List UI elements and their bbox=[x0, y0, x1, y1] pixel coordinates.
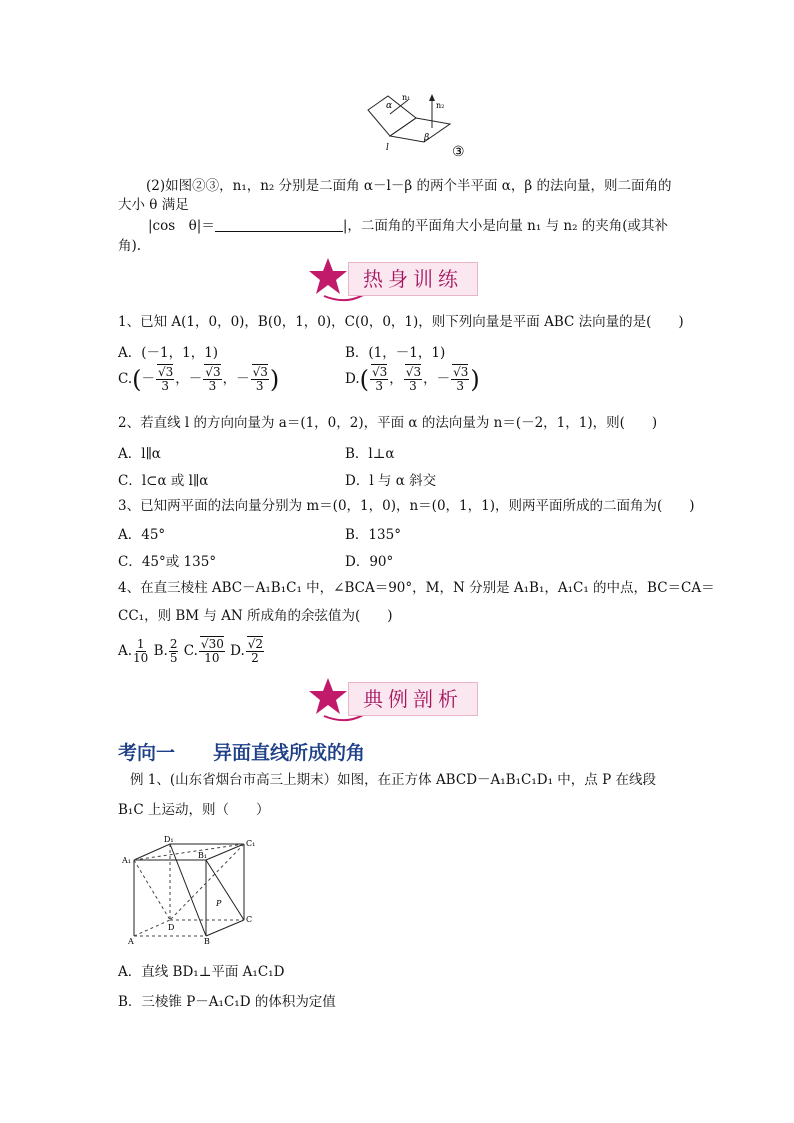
q4-option-c: C. $\frac{√30}{10}$ bbox=[183, 637, 224, 665]
cos-expression: |cos θ|＝ bbox=[148, 218, 215, 234]
banner-warmup-title: 热身训练 bbox=[348, 262, 478, 296]
label-a1: A₁ bbox=[122, 856, 131, 865]
q4-option-a: A. $\frac{1}{10}$ bbox=[118, 637, 149, 665]
q3-option-a: A．45° bbox=[118, 527, 166, 543]
banner-examples bbox=[308, 676, 488, 722]
cube-figure bbox=[120, 836, 260, 948]
example1-line-2: B₁C 上运动，则（ ） bbox=[118, 802, 270, 818]
q1-stem: 1、已知 A(1，0，0)，B(0，1，0)，C(0，0，1)，则下列向量是平面 ABC 法向量的是( ) bbox=[118, 314, 684, 330]
example1-line-1: 例 1、(山东省烟台市高三上期末）如图，在正方体 ABCD－A₁B₁C₁D₁ 中，点 P 在线段 bbox=[130, 772, 656, 788]
section-heading: 考向一 异面直线所成的角 bbox=[118, 742, 366, 764]
q3-option-b: B．135° bbox=[345, 527, 401, 543]
example1-option-a: A．直线 BD₁⊥平面 A₁C₁D bbox=[118, 964, 285, 980]
q2-stem: 2、若直线 l 的方向向量为 a＝(1，0，2)，平面 α 的法向量为 n＝(－2，1，1)，则( ) bbox=[118, 415, 658, 431]
label-b: B bbox=[204, 937, 210, 946]
label-n1: n₁ bbox=[402, 93, 411, 102]
q4-options bbox=[118, 638, 265, 665]
label-c1: C₁ bbox=[246, 839, 256, 848]
q1-option-a: A．(－1，1，1) bbox=[118, 345, 219, 361]
label-p: P bbox=[216, 899, 222, 908]
q3-option-d: D．90° bbox=[345, 554, 394, 570]
label-d1: D₁ bbox=[164, 836, 174, 844]
label-a: A bbox=[128, 937, 134, 946]
example1-option-b: B．三棱锥 P－A₁C₁D 的体积为定值 bbox=[118, 994, 336, 1010]
label-beta: β bbox=[424, 133, 430, 143]
q4-stem-1: 4、在直三棱柱 ABC－A₁B₁C₁ 中，∠BCA＝90°，M，N 分别是 A₁B₁，A₁C₁ 的中点，BC＝CA＝ bbox=[118, 580, 715, 596]
label-n2: n₂ bbox=[436, 101, 445, 110]
label-d: D bbox=[168, 923, 175, 932]
figure-number: ③ bbox=[452, 144, 465, 160]
half-plane-beta bbox=[390, 118, 450, 142]
answer-blank[interactable] bbox=[215, 217, 343, 232]
banner-warmup bbox=[308, 256, 488, 302]
cos-suffix: |，二面角的平面角大小是向量 n₁ 与 n₂ 的夹角(或其补 bbox=[342, 218, 669, 234]
q2-option-d: D．l 与 α 斜交 bbox=[345, 473, 437, 489]
banner-examples-title: 典例剖析 bbox=[348, 682, 478, 716]
q1-option-d: D.( $\frac{√3}{3}$ ， $\frac{√3}{3}$ ，－ $\frac{√3}{3}$ ) bbox=[345, 365, 480, 394]
q4-option-b: B. $\frac{2}{5}$ bbox=[153, 637, 178, 665]
normal-n1 bbox=[390, 100, 408, 114]
q3-option-c: C．45°或 135° bbox=[118, 554, 217, 570]
q2-option-a: A．l∥α bbox=[118, 446, 161, 462]
label-l: l bbox=[386, 143, 389, 153]
intro-line-3 bbox=[148, 216, 668, 236]
label-c: C bbox=[246, 915, 253, 924]
label-alpha: α bbox=[386, 101, 393, 111]
dihedral-figure bbox=[360, 88, 475, 160]
intro-line-4: 角). bbox=[118, 238, 142, 254]
q4-option-d: D. $\frac{√2}{2}$ bbox=[230, 637, 264, 665]
q4-stem-2: CC₁，则 BM 与 AN 所成角的余弦值为( ) bbox=[118, 608, 393, 624]
label-b1: B₁ bbox=[198, 851, 208, 860]
q1-option-b: B．(1，－1，1) bbox=[345, 345, 446, 361]
q2-option-c: C．l⊂α 或 l∥α bbox=[118, 473, 209, 489]
intro-line-2: 大小 θ 满足 bbox=[118, 197, 189, 213]
q3-stem: 3、已知两平面的法向量分别为 m＝(0，1，0)，n＝(0，1，1)，则两平面所成的二面角为( ) bbox=[118, 498, 695, 514]
q1-option-c: C.(－ $\frac{√3}{3}$ ，－ $\frac{√3}{3}$ ，－ $\frac{√3}{3}$ ) bbox=[118, 365, 280, 394]
intro-line-1: (2)如图②③，n₁，n₂ 分别是二面角 α－l－β 的两个半平面 α，β 的法向量，则二面角的 bbox=[146, 178, 672, 194]
q2-option-b: B．l⊥α bbox=[345, 446, 395, 462]
